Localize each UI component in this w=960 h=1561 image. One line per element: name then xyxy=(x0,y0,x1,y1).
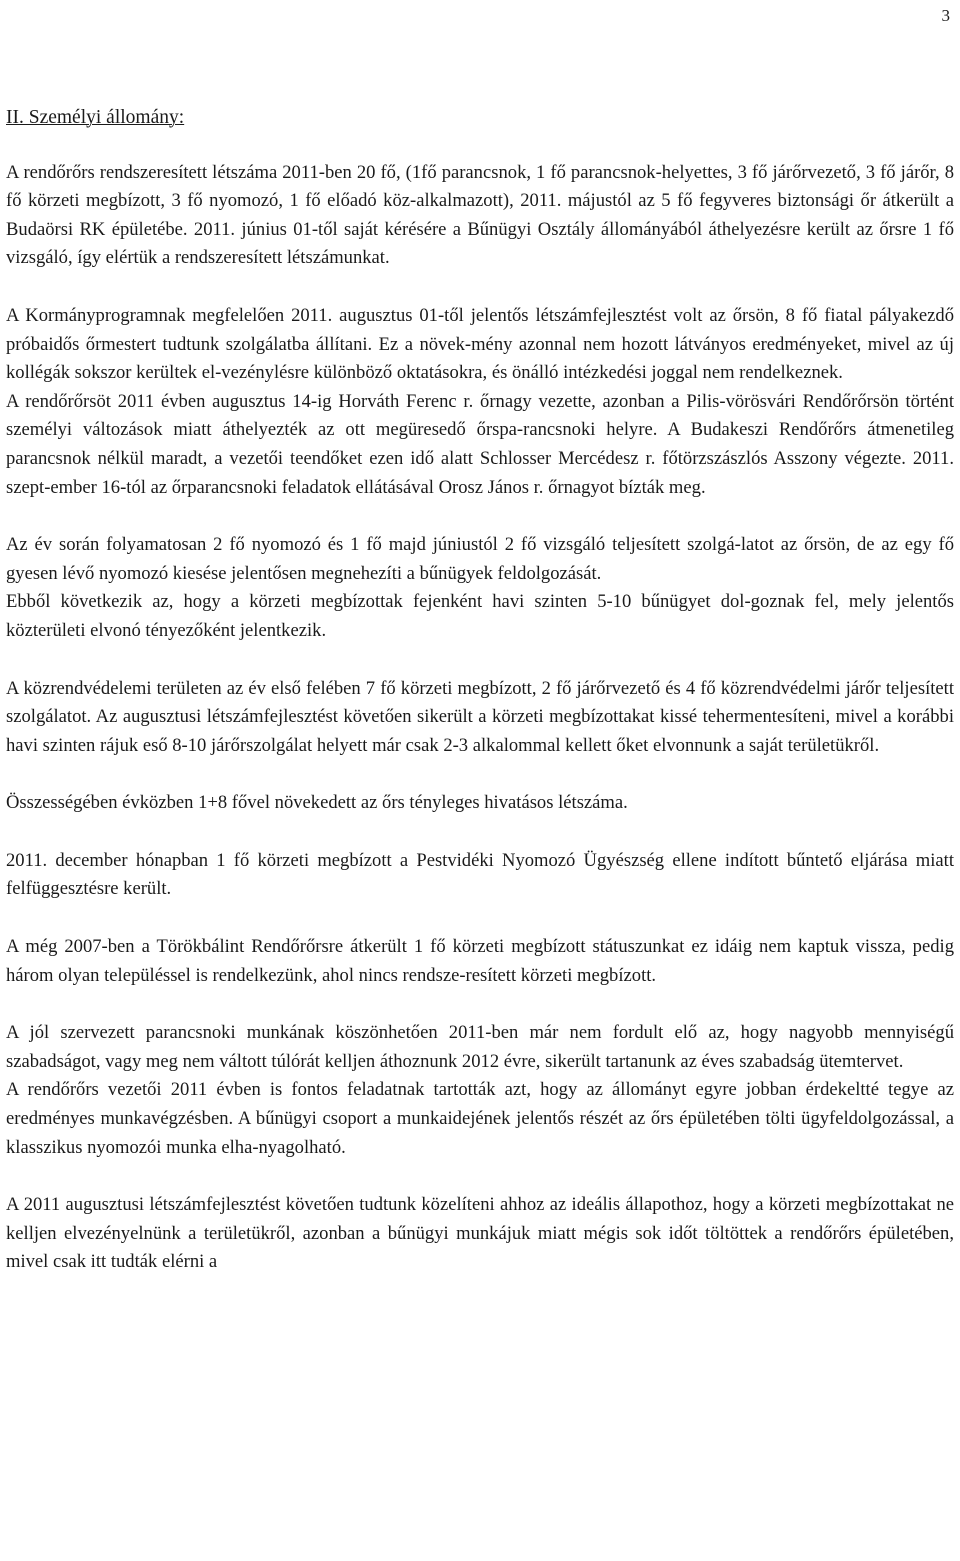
paragraph-consequence: Ebből következik az, hogy a körzeti megbízottak fejenként havi szinten 5-10 bűnügyet dol-goznak fel, mely jelentős közterületi elvonó tényezőként jelentkezik. xyxy=(6,591,954,641)
paragraph-government-program: A Kormányprogramnak megfelelően 2011. augusztus 01-től jelentős létszámfejlesztést volt az őrsön, 8 fő fiatal pályakezdő próbaidős őrmestert tudtunk szolgálatba állítani. Ez a növek-mény azonnal nem hozott látványos eredményeket, mivel az új kollégák sokszor kerültek el-vezénylésre különböző oktatásokra, és önálló intézkedési joggal nem rendelkeznek. xyxy=(6,304,954,384)
paragraph-motivation: A rendőrőrs vezetői 2011 évben is fontos feladatnak tartották azt, hogy az állományt egyre jobban érdekeltté tegye az eredményes munkavégzésben. A bűnügyi csoport a munkaidejének jelentős részét az őrs épületében tölti ügyfeldolgozással, a klasszikus nyomozói munka elha-nyagolható. xyxy=(6,1079,954,1158)
paragraph-public-order: A közrendvédelemi területen az év első felében 7 fő körzeti megbízott, 2 fő járőrvezető és 4 fő közrendvédelmi járőr teljesített szolgálatot. Az augusztusi létszámfejlesztést követően sikerült a körzeti megbízottakat kissé tehermentesíteni, mivel a korábbi havi szinten rájuk eső 8-10 járőrszolgálat helyett már csak 2-3 alkalommal kellett őket elvonnunk a saját területükről. xyxy=(6,677,954,756)
paragraph-summary: Összességében évközben 1+8 fővel növekedett az őrs tényleges hivatásos létszáma. xyxy=(6,792,628,814)
page-number: 3 xyxy=(941,6,950,25)
paragraph-august-development: A 2011 augusztusi létszámfejlesztést követően tudtunk közelíteni ahhoz az ideális állapothoz, hogy a körzeti megbízottakat ne kelljen elvezényelnünk a területükről, azonban a bűnügyi munkájuk miatt mégis sok időt töltöttek a rendőrőrs épületében, mivel csak itt tudták elérni a xyxy=(6,1194,954,1273)
paragraph-suspension: 2011. december hónapban 1 fő körzeti megbízott a Pestvidéki Nyomozó Ügyészség ellene indított bűntető eljárása miatt felfüggesztésre került. xyxy=(6,849,954,900)
paragraph-leave-schedule: A jól szervezett parancsnoki munkának köszönhetően 2011-ben már nem fordult elő az, hogy nagyobb mennyiségű szabadságot, vagy meg nem váltott túlórát kelljen áthoznunk 2012 évre, sikerült tartanunk az éves szabadság ütemtervet. xyxy=(6,1022,954,1072)
paragraph-investigators: Az év során folyamatosan 2 fő nyomozó és 1 fő majd júniustól 2 fő vizsgáló teljesített szolgá-latot az őrsön, de az egy fő gyesen lévő nyomozó kiesése jelentősen megnehezíti a bűnügyek feldolgozását. xyxy=(6,534,954,584)
paragraph-leadership-change: A rendőrőrsöt 2011 évben augusztus 14-ig Horváth Ferenc r. őrnagy vezette, azonban a Pilis-vörösvári Rendőrőrsön történt személyi változások miatt áthelyezték az ott megüresedő őrspa-rancsnoki helyre. A Budakeszi Rendőrőrs átmenetileg parancsnok nélkül maradt, a vezetői teendőket ezen idő alatt Schlosser Mercédesz r. főtörzszászlós Asszony végezte. 2011. szept-ember 16-tól az őrparancsnoki feladatok ellátásával Orosz János r. őrnagyot bízták meg. xyxy=(6,390,954,498)
document-body xyxy=(6,104,954,1277)
paragraph-staffing-overview: A rendőrőrs rendszeresített létszáma 2011-ben 20 fő, (1fő parancsnok, 1 fő parancsnok-helyettes, 3 fő járőrvezető, 3 fő járőr, 8 fő körzeti megbízott, 3 fő nyomozó, 1 fő előadó köz-alkalmazott), 2011. májustól az 5 fő fegyveres biztonsági őr átkerült a Budaörsi RK épületébe. 2011. június 01-től saját kérésére a Bűnügyi Osztály állományából áthelyezésre került az őrsre 1 fő vizsgáló, így elértük a rendszeresített létszámunkat. xyxy=(6,161,954,269)
paragraph-transfer: A még 2007-ben a Törökbálint Rendőrőrsre átkerült 1 fő körzeti megbízott státuszunkat ez idáig nem kaptuk vissza, pedig három olyan településsel is rendelkezünk, ahol nincs rendsze-resített körzeti megbízott. xyxy=(6,936,954,986)
section-title: II. Személyi állomány: xyxy=(6,107,185,128)
